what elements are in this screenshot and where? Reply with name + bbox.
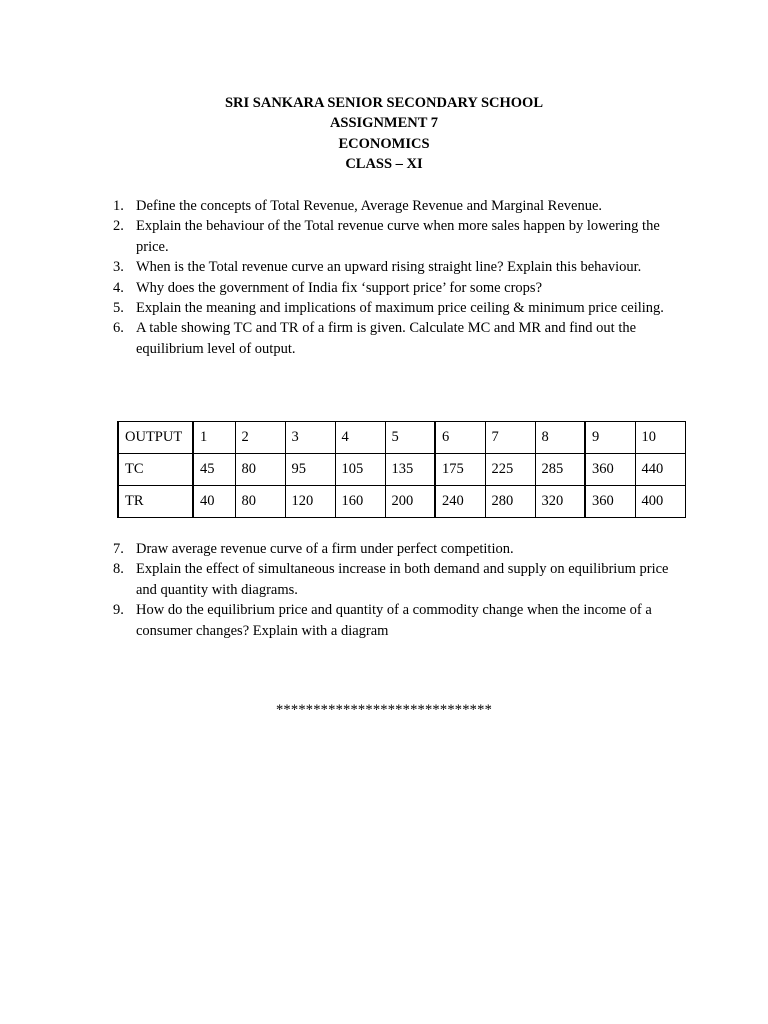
subject-title: ECONOMICS xyxy=(338,135,430,152)
row-label: OUTPUT xyxy=(118,422,193,454)
table-cell: 80 xyxy=(235,486,285,518)
question-item xyxy=(113,196,673,216)
question-number: 6. xyxy=(113,320,124,337)
table-cell: 400 xyxy=(635,486,685,518)
question-text: Explain the meaning and implications of maximum price ceiling & minimum price ceiling. xyxy=(136,300,664,317)
table-cell: 7 xyxy=(485,422,535,454)
question-number: 2. xyxy=(113,218,124,235)
question-text: Explain the effect of simultaneous increase in both demand and supply on equilibrium price and quantity with diagrams. xyxy=(136,561,669,598)
question-text: How do the equilibrium price and quantity of a commodity change when the income of a consumer changes? Explain with a diagram xyxy=(136,602,652,639)
cost-revenue-table xyxy=(117,421,686,518)
question-number: 4. xyxy=(113,279,124,296)
table-cell: 3 xyxy=(285,422,335,454)
table-cell: 285 xyxy=(535,454,585,486)
table-cell: 225 xyxy=(485,454,535,486)
table-cell: 6 xyxy=(435,422,485,454)
assignment-title: ASSIGNMENT 7 xyxy=(329,115,439,132)
table-row-tc xyxy=(118,454,685,486)
question-number: 3. xyxy=(113,259,124,276)
table-cell: 45 xyxy=(193,454,235,486)
table-cell: 160 xyxy=(335,486,385,518)
table-cell: 5 xyxy=(385,422,435,454)
question-item xyxy=(113,216,673,257)
table-cell: 360 xyxy=(585,454,635,486)
question-number: 8. xyxy=(113,561,124,578)
question-item xyxy=(113,539,673,559)
table-cell: 4 xyxy=(335,422,385,454)
question-item xyxy=(113,257,673,277)
question-number: 9. xyxy=(113,602,124,619)
question-number: 7. xyxy=(113,541,124,557)
question-list-part2 xyxy=(113,539,673,641)
school-name: SRI SANKARA SENIOR SECONDARY SCHOOL xyxy=(224,95,544,111)
table-cell: 10 xyxy=(635,422,685,454)
footer-separator: ***************************** xyxy=(275,702,493,718)
question-text: Draw average revenue curve of a firm under perfect competition. xyxy=(136,541,514,557)
question-item xyxy=(113,278,673,298)
question-text: Explain the behaviour of the Total revenue curve when more sales happen by lowering the price. xyxy=(136,218,660,255)
table-cell: 200 xyxy=(385,486,435,518)
question-number: 5. xyxy=(113,300,124,317)
table-cell: 120 xyxy=(285,486,335,518)
table-row-tr xyxy=(118,486,685,518)
row-label: TR xyxy=(118,486,193,518)
table-cell: 440 xyxy=(635,454,685,486)
table-cell: 95 xyxy=(285,454,335,486)
table-row-output xyxy=(118,422,685,454)
table-cell: 1 xyxy=(193,422,235,454)
table-cell: 240 xyxy=(435,486,485,518)
table-cell: 2 xyxy=(235,422,285,454)
question-text: When is the Total revenue curve an upward rising straight line? Explain this behaviour. xyxy=(136,259,642,276)
table-cell: 135 xyxy=(385,454,435,486)
table-cell: 175 xyxy=(435,454,485,486)
document-header xyxy=(0,93,768,175)
question-text: Why does the government of India fix ‘support price’ for some crops? xyxy=(136,279,543,296)
table-cell: 320 xyxy=(535,486,585,518)
table-cell: 40 xyxy=(193,486,235,518)
row-label: TC xyxy=(118,454,193,486)
question-text: A table showing TC and TR of a firm is given. Calculate MC and MR and find out the equilibrium level of output. xyxy=(136,320,637,357)
question-item xyxy=(113,600,673,641)
table-cell: 360 xyxy=(585,486,635,518)
table-cell: 280 xyxy=(485,486,535,518)
table-cell: 8 xyxy=(535,422,585,454)
table-cell: 105 xyxy=(335,454,385,486)
question-list-part1 xyxy=(113,196,673,359)
question-item xyxy=(113,559,673,600)
question-number: 1. xyxy=(113,198,124,214)
table-cell: 80 xyxy=(235,454,285,486)
question-text: Define the concepts of Total Revenue, Average Revenue and Marginal Revenue. xyxy=(136,198,603,214)
class-title: CLASS – XI xyxy=(345,156,423,173)
table-cell: 9 xyxy=(585,422,635,454)
question-item xyxy=(113,318,673,359)
question-item xyxy=(113,298,673,318)
